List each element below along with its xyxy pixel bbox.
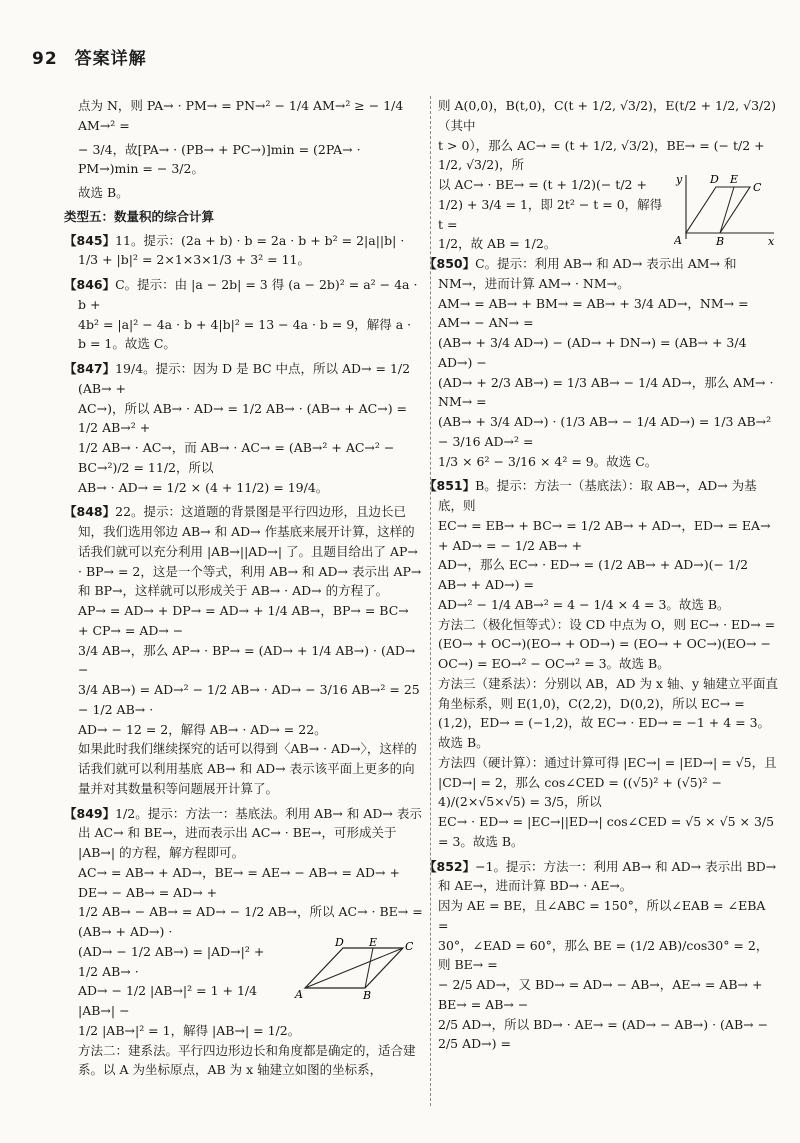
text-line: 22。提示：这道题的背景图是平行四边形，且边长已知，我们选用邻边 AB→ 和 AD→ 作基底来展开计算，这样的话我们就可以充分利用 |AB→||AD→| 了。且题目给出了 AP→ · BP→ = 2，这是一个等式，利用 AB→ 和 AD→ 表示出 AP→ 和 BP→，这样就可以形成关于 AB→ · AD→ 的方程了。: [78, 504, 422, 599]
text-line: 1/2 AB→ · AC→，而 AB→ · AC→ = (AB→² + AC→² − BC→²)/2 = 11/2，所以: [78, 440, 395, 475]
text-line: AM→ = AB→ + BM→ = AB→ + 3/4 AD→，NM→ = AM→ − AN→ =: [438, 295, 749, 331]
text-line: (AB→ + 3/4 AD→) − (AD→ + DN→) = (AB→ + 3/4 AD→) −: [438, 335, 747, 370]
answer-852: [424, 857, 778, 1055]
answer-845: [64, 231, 423, 271]
text-line: AD→ − 12 = 2，解得 AB→ · AD→ = 22。: [78, 721, 327, 737]
text-line: 因为 AE = BE，且∠ABC = 150°，所以∠EAB = ∠EBA =: [438, 898, 766, 933]
text-line: 1/2) + 3/4 = 1，即 2t² − t = 0，解得 t =: [438, 196, 663, 232]
text-line: 方法四（硬计算）：通过计算可得 |EC→| = |ED→| = √5，且 |CD→| = 2，那么 cos∠CED = ((√5)² + (√5)² − 4)/(2×√5×√5) = 3/5，所以: [438, 754, 777, 810]
left-column: [64, 96, 423, 1085]
text-line: 1/2 AB→ − AB→ = AD→ − 1/2 AB→，所以 AC→ · BE→ = (AB→ + AD→) ·: [78, 904, 423, 939]
text-line: − 2/5 AD→，又 BD→ = AD→ − AB→，AE→ = AB→ + BE→ = AB→ −: [438, 977, 763, 1012]
right-column: [424, 96, 778, 1059]
text-line: 故选 B。: [78, 185, 129, 200]
label-B: B: [363, 988, 372, 1000]
text-line: 以 AC→ · BE→ = (t + 1/2)(− t/2 +: [438, 177, 647, 192]
label-B: B: [716, 235, 725, 247]
text-line: 方法三（建系法）：分别以 AB，AD 为 x 轴、y 轴建立平面直角坐标系，则 E(1,0)，C(2,2)，D(0,2)，所以 EC→ = (1,2)，ED→ = (−1,2)，故 EC→ · ED→ = −1 + 4 = 3。故选 B。: [438, 675, 778, 750]
text-line: (AD→ + 2/3 AB→) = 1/3 AB→ − 1/4 AD→，那么 AM→ · NM→ =: [438, 374, 774, 410]
answer-849: [64, 804, 423, 1081]
question-number: 【847】: [64, 361, 116, 376]
page-number: 92: [32, 49, 58, 69]
text-line: AD→² − 1/4 AB→² = 4 − 1/4 × 4 = 3。故选 B。: [438, 596, 730, 612]
answer-850: [424, 254, 778, 471]
question-number: 【851】: [424, 478, 476, 494]
coordinate-figure: [674, 169, 778, 247]
answer-848: [64, 502, 423, 798]
text-line: 则 A(0,0)，B(t,0)，C(t + 1/2, √3/2)，E(t/2 + 1/2, √3/2)（其中: [438, 98, 777, 133]
text-line: 1/2 |AB→|² = 1，解得 |AB→| = 1/2。: [78, 1022, 301, 1038]
text-line: 1/2。提示：方法一：基底法。利用 AB→ 和 AD→ 表示出 AC→ 和 BE→，进而表示出 AC→ · BE→，可形成关于 |AB→| 的方程，解方程即可。: [78, 805, 422, 860]
axis-x-label: x: [768, 235, 775, 247]
question-number: 【848】: [64, 504, 116, 520]
label-C: C: [753, 181, 762, 194]
text-line: 1/2，故 AB = 1/2。: [438, 236, 557, 252]
label-C: C: [405, 939, 413, 953]
label-A: A: [674, 234, 682, 247]
text-line: C。提示：利用 AB→ 和 AD→ 表示出 AM→ 和 NM→，进而计算 AM→ · NM→。: [438, 256, 737, 291]
question-number: 【845】: [64, 232, 116, 248]
text-line: 1/3 × 6² − 3/16 × 4² = 9。故选 C。: [438, 453, 658, 469]
label-D: D: [335, 937, 344, 949]
text-line: AC→ = AB→ + AD→，BE→ = AE→ − AB→ = AD→ + DE→ − AB→ = AD→ +: [78, 864, 400, 900]
text-line: AD→ − 1/2 |AB→|² = 1 + 1/4 |AB→| −: [78, 983, 258, 1018]
text-line: 19/4。提示：因为 D 是 BC 中点，所以 AD→ = 1/2 (AB→ +: [78, 361, 411, 396]
question-number: 【850】: [424, 256, 476, 271]
text-line: 点为 N，则 PA→ · PM→ = PN→² − 1/4 AM→² ≥ − 1/4 AM→² =: [78, 98, 404, 133]
text-line: 11。提示：(2a + b) · b = 2a · b + b² = 2|a||b| ·: [115, 232, 405, 248]
answer-851: [424, 476, 778, 851]
text-line: (AD→ − 1/2 AB→) = |AD→|² + 1/2 AB→ ·: [78, 943, 265, 979]
question-number: 【846】: [64, 277, 116, 292]
text-line: B。提示：方法一（基底法）：取 AB→，AD→ 为基底，则: [438, 478, 757, 513]
text-line: −1。提示：方法一：利用 AB→ 和 AD→ 表示出 BD→ 和 AE→，进而计算 BD→ · AE→。: [438, 858, 777, 894]
text-line: 如果此时我们继续探究的话可以得到〈AB→ · AD→〉，这样的话我们就可以利用基底 AB→ 和 AD→ 表示该平面上更多的向量并对其数量积等问题展开计算了。: [78, 741, 417, 796]
text-line: 2/5 AD→，所以 BD→ · AE→ = (AD→ − AB→) · (AB→ − 2/5 AD→) =: [438, 1016, 769, 1052]
figure-row: [438, 175, 778, 254]
section-heading: 类型五：数量积的综合计算: [64, 208, 215, 224]
axis-y-label: y: [676, 173, 683, 186]
label-A: A: [295, 987, 303, 1000]
question-number: 【852】: [424, 858, 476, 874]
text-line: EC→ · ED→ = |EC→||ED→| cos∠CED = √5 × √5 × 3/5 = 3。故选 B。: [438, 814, 775, 849]
text-line: AP→ = AD→ + DP→ = AD→ + 1/4 AB→，BP→ = BC→ + CP→ = AD→ −: [78, 603, 409, 638]
text-line: 30°，∠EAD = 60°，那么 BE = (1/2 AB)/cos30° = 2，则 BE→ =: [438, 937, 769, 973]
text-line: b = 1。故选 C。: [78, 336, 176, 352]
text-line: t > 0），那么 AC→ = (t + 1/2, √3/2)，BE→ = (− t/2 + 1/2, √3/2)，所: [438, 137, 765, 173]
label-E: E: [730, 173, 739, 186]
parallelogram-figure: [293, 938, 413, 1000]
question-number: 【849】: [64, 805, 116, 821]
answer-847: [64, 359, 423, 497]
figure-row: [78, 937, 423, 1021]
text-line: AB→ · AD→ = 1/2 × (4 + 11/2) = 19/4。: [78, 479, 329, 495]
page-title: 答案详解: [74, 49, 147, 69]
answer-846: [64, 275, 423, 354]
text-line: AD→，那么 EC→ · ED→ = (1/2 AB→ + AD→)(− 1/2 AB→ + AD→) =: [438, 557, 749, 592]
page-header: [32, 44, 147, 69]
label-D: D: [710, 173, 719, 186]
text-line: (AB→ + 3/4 AD→) · (1/3 AB→ − 1/4 AD→) = 1/3 AB→² − 3/16 AD→² =: [438, 414, 772, 449]
column-divider: [430, 96, 431, 1106]
text-line: 3/4 AB→，那么 AP→ · BP→ = (AD→ + 1/4 AB→) · (AD→ −: [78, 642, 416, 678]
label-E: E: [369, 937, 378, 949]
text-line: 3/4 AB→) = AD→² − 1/2 AB→ · AD→ − 3/16 AB→² = 25 − 1/2 AB→ ·: [78, 682, 420, 717]
text-line: 方法二：建系法。平行四边形边长和角度都是确定的，适合建系。以 A 为坐标原点，AB 为 x 轴建立如图的坐标系，: [78, 1042, 416, 1078]
text-line: 4b² = |a|² − 4a · b + 4|b|² = 13 − 4a · b = 9，解得 a ·: [78, 316, 412, 332]
text-line: 1/3 + |b|² = 2×1×3×1/3 + 3² = 11。: [78, 252, 311, 268]
text-line: AC→)，所以 AB→ · AD→ = 1/2 AB→ · (AB→ + AC→) = 1/2 AB→² +: [78, 400, 408, 436]
text-line: 方法二（极化恒等式）：设 CD 中点为 O，则 EC→ · ED→ = (EO→ + OC→)(EO→ + OD→) = (EO→ + OC→)(EO→ − OC→) = EO→² − OC→² = 3。故选 B。: [438, 616, 776, 671]
text-line: − 3/4，故[PA→ · (PB→ + PC→)]min = (2PA→ · PM→)min = − 3/2。: [78, 141, 361, 177]
text-line: C。提示：由 |a − 2b| = 3 得 (a − 2b)² = a² − 4a · b +: [78, 277, 418, 312]
text-line: EC→ = EB→ + BC→ = 1/2 AB→ + AD→，ED→ = EA→ + AD→ = − 1/2 AB→ +: [438, 517, 771, 553]
